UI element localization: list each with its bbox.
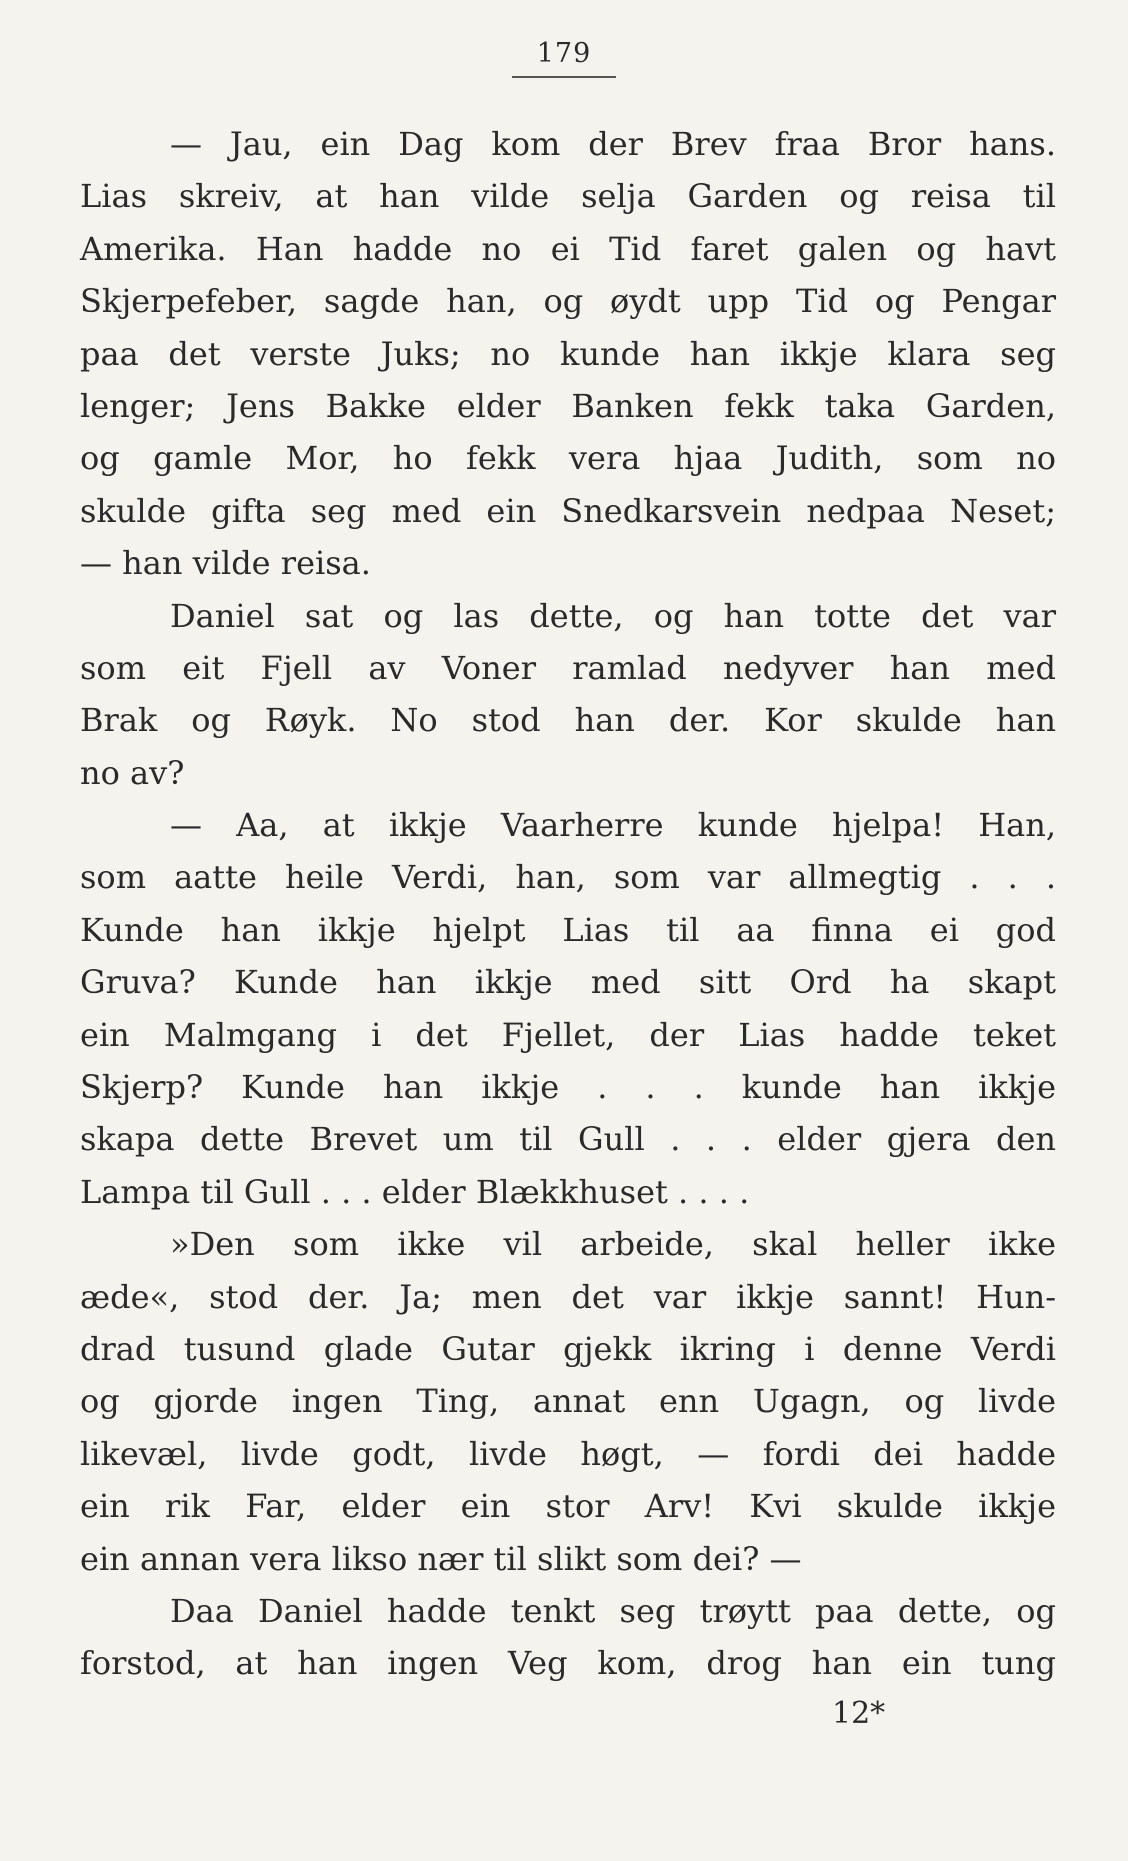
text-line: no av? <box>80 753 185 792</box>
signature-mark: 12* <box>832 1696 886 1731</box>
text-line: som aatte heile Verdi, han, som var allmegtig . . . <box>80 858 1056 897</box>
text-line: og gamle Mor, ho fekk vera hjaa Judith, som no <box>80 439 1056 478</box>
text-line: lenger; Jens Bakke elder Banken fekk taka Garden, <box>80 386 1056 425</box>
text-line: Skjerpefeber, sagde han, og øydt upp Tid og Pengar <box>80 282 1056 321</box>
page-number: 179 <box>536 38 592 69</box>
text-line: Kunde han ikkje hjelpt Lias til aa finna ei god <box>80 910 1056 949</box>
text-line: Brak og Røyk. No stod han der. Kor skulde han <box>80 701 1056 740</box>
text-line: Lampa til Gull . . . elder Blækkhuset . . . . <box>80 1172 750 1211</box>
text-line: æde«, stod der. Ja; men det var ikkje sannt! Hun- <box>80 1277 1056 1316</box>
text-line: — Aa, at ikkje Vaarherre kunde hjelpa! Han, <box>170 806 1056 845</box>
text-line: — Jau, ein Dag kom der Brev fraa Bror hans. <box>170 125 1056 163</box>
header-rule <box>512 76 616 78</box>
text-line: som eit Fjell av Voner ramlad nedyver han med <box>80 648 1056 687</box>
text-line: forstod, at han ingen Veg kom, drog han ein tung <box>80 1644 1056 1683</box>
text-line: Skjerp? Kunde han ikkje . . . kunde han ikkje <box>80 1068 1056 1107</box>
text-line: »Den som ikke vil arbeide, skal heller ikke <box>170 1225 1056 1264</box>
text-line: skapa dette Brevet um til Gull . . . elder gjera den <box>80 1120 1056 1159</box>
text-line: Gruva? Kunde han ikkje med sitt Ord ha skapt <box>80 963 1056 1002</box>
text-line: Lias skreiv, at han vilde selja Garden og reisa til <box>80 177 1056 216</box>
text-line: Daa Daniel hadde tenkt seg trøytt paa dette, og <box>170 1591 1056 1630</box>
text-line: Daniel sat og las dette, og han totte det var <box>170 596 1056 635</box>
body-text <box>80 118 1056 1690</box>
text-line: paa det verste Juks; no kunde han ikkje klara seg <box>80 334 1056 373</box>
text-line: ein annan vera likso nær til slikt som dei? — <box>80 1539 802 1578</box>
text-line: og gjorde ingen Ting, annat enn Ugagn, og livde <box>80 1382 1056 1421</box>
text-line: — han vilde reisa. <box>80 544 371 583</box>
text-line: ein rik Far, elder ein stor Arv! Kvi skulde ikkje <box>80 1487 1056 1526</box>
text-line: ein Malmgang i det Fjellet, der Lias hadde teket <box>80 1015 1056 1054</box>
text-line: skulde gifta seg med ein Snedkarsvein nedpaa Neset; <box>80 491 1056 530</box>
text-line: drad tusund glade Gutar gjekk ikring i denne Verdi <box>80 1329 1056 1368</box>
text-line: likevæl, livde godt, livde høgt, — fordi dei hadde <box>80 1434 1056 1473</box>
text-line: Amerika. Han hadde no ei Tid faret galen og havt <box>80 229 1056 268</box>
